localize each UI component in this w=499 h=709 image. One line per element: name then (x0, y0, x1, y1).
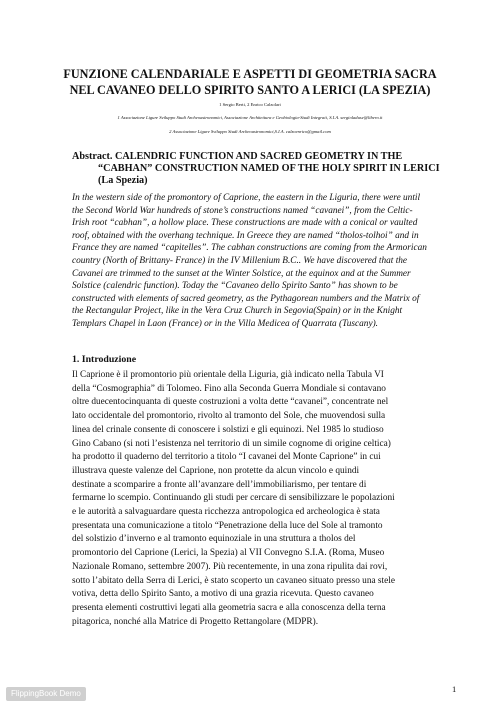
flippingbook-demo-badge[interactable]: FlippingBook Demo (6, 687, 86, 701)
intro-line: linea del crinale consente di conoscere i solstizi e gli equinozi. Nel 1985 lo studioso (72, 424, 384, 435)
abstract-line: country (North of Brittany- France) in the IV Millenium B.C.. We have discovered that the (72, 255, 408, 266)
authors: 1 Sergio Berti, 2 Enrico Calzolari (219, 102, 281, 107)
abstract-body (72, 192, 458, 331)
page-number: 1 (452, 684, 457, 694)
abstract-title-line: Abstract. CALENDRIC FUNCTION AND SACRED GEOMETRY IN THE (72, 151, 403, 162)
intro-line: Gino Cabano (si noti l’esistenza nel territorio di un simile cognome di origine celtica) (72, 438, 391, 449)
abstract-line: the Second World War hundreds of stone’s constructions named “cavanei”, from the Celtic- (72, 205, 413, 216)
intro-line: presentata una comunicazione a titolo “Penetrazione della luce del Sole al tramonto (72, 520, 383, 531)
intro-line: presenta elementi costruttivi legati alla geometria sacra e alla conoscenza della terna (72, 602, 386, 613)
abstract-line: Templars Chapel in Laon (France) or in the Villa Medicea of Quarrata (Tuscany). (72, 318, 378, 329)
introduction-body (72, 369, 458, 629)
intro-line: della “Cosmographia” di Tolomeo. Fino alla Seconda Guerra Mondiale si contavano (72, 383, 386, 394)
abstract-line: Irish root “cabhan”, a hollow place. These constructions are made with a conical or vaulted (72, 218, 418, 229)
abstract-title-line: “CABHAN” CONSTRUCTION NAMED OF THE HOLY SPIRIT IN LERICI (98, 163, 440, 174)
affiliation-2: 2 Associazione Ligure Sviluppo Studi Archeoastronomici,S.I.A. calzoenrico@gmail.com (169, 129, 331, 134)
intro-line: illustrava queste valenze del Caprione, non protette da alcun vincolo e quindi (72, 465, 360, 476)
intro-line: ha prodotto il quaderno del territorio a titolo “I cavanei del Monte Caprione” in cui (72, 452, 381, 463)
paper-title (60, 66, 440, 98)
abstract-line: France they are named “capitelles”. The cabhan constructions are coming from the Armorican (72, 243, 427, 254)
intro-line: Nazionale Romano, settembre 2007). Più recentemente, in una zona ripulita dai rovi, (72, 561, 388, 572)
abstract-title-line: (La Spezia) (98, 175, 148, 186)
abstract-line: roof, obtained with the overhang technique. In Greece they are named “tholos-tolhoi” and in (72, 230, 419, 241)
intro-line: Il Caprione è il promontorio più orientale della Liguria, già indicato nella Tabula VI (72, 370, 384, 380)
abstract-line: the Rectangular Project, like in the Vera Cruz Church in Segovia(Spain) or in the Knight (72, 306, 403, 317)
intro-line: del solstizio d’inverno e al tramonto equinoziale in una struttura a tholos del (72, 534, 356, 545)
abstract-line: In the western side of the promontory of Caprione, the eastern in the Liguria, there were until (72, 193, 421, 203)
abstract-line: Solstice (calendric function). Today the “Cavaneo dello Spirito Santo” has shown to be (72, 281, 398, 292)
intro-line: sotto l’abitato della Serra di Lerici, è stato scoperto un cavaneo situato presso una stele (72, 575, 395, 586)
abstract-line: Cavanei are trimmed to the sunset at the Winter Solstice, at the equinox and at the Summer (72, 268, 411, 279)
intro-line: promontorio del Caprione (Lerici, la Spezia) al VII Convegno S.I.A. (Roma, Museo (72, 548, 385, 559)
intro-line: fermarne lo scempio. Continuando gli studi per cercare di sensibilizzare le popolazioni (72, 493, 395, 504)
title-line: NEL CAVANEO DELLO SPIRITO SANTO A LERICI (LA SPEZIA) (69, 83, 431, 97)
abstract-title (72, 151, 442, 187)
section-heading-introduzione: 1. Introduzione (72, 354, 137, 365)
intro-line: pitagorica, nonché alla Matrice di Progetto Rettangolare (MDPR). (72, 616, 319, 627)
abstract-line: constructed with elements of sacred geometry, as the Pythagorean numbers and the Matrix of (72, 293, 420, 304)
intro-line: votiva, detta dello Spirito Santo, a motivo di una grazia ricevuta. Questo cavaneo (72, 589, 374, 600)
intro-line: e le autorità a salvaguardare questa ricchezza antropologica ed archeologica è stata (72, 507, 380, 518)
title-line: FUNZIONE CALENDARIALE E ASPETTI DI GEOMETRIA SACRA (63, 67, 437, 81)
intro-line: lato occidentale del promontorio, rivolto al tramonto del Sole, che muovendosi sulla (72, 411, 386, 422)
intro-line: destinate a scomparire a fronte all’avanzare dell’immobiliarismo, per tentare di (72, 479, 367, 490)
affiliation-1: 1 Associazione Ligure Sviluppo Studi Archeoastronomici, Associazione Architettura e Geobiologia-Studi Integrati, S.I.A. sergioladuse@libero.it (117, 115, 383, 120)
intro-line: oltre duecentocinquanta di queste costruzioni a volta dette “cavanei”, concentrate nel (72, 397, 389, 408)
